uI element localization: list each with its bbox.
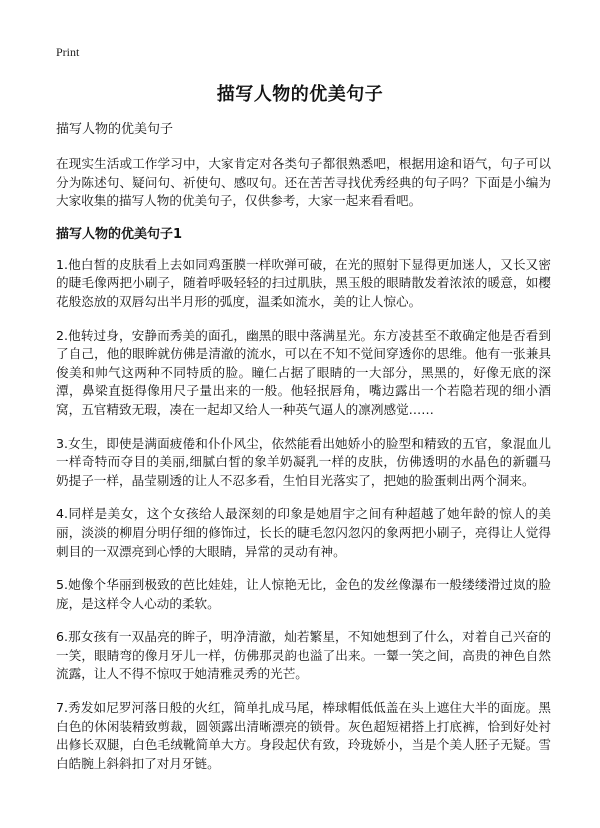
sentence-paragraph-2: 2.他转过身，安静而秀美的面孔，幽黑的眼中落满星光。东方凌甚至不敢确定他是否看到了自己，他的眼眸就仿佛是清澈的流水，可以在不知不觉间穿透你的思维。他有一张兼具俊美和帅气这两种不同特质的脸。瞳仁占据了眼睛的一大部分，黑黑的，好像无底的深潭，鼻梁直挺得像用尺子量出来的一般。他轻抿唇角，嘴边露出一个若隐若现的细小酒窝，五官精致无瑕，凑在一起却又给人一种英气逼人的凛冽感觉…… (56, 327, 551, 417)
intro-paragraph: 在现实生活或工作学习中，大家肯定对各类句子都很熟悉吧，根据用途和语气，句子可以分为陈述句、疑问句、祈使句、感叹句。还在苦苦寻找优秀经典的句子吗？下面是小编为大家收集的描写人物的优美句子，仅供参考，大家一起来看看吧。 (56, 156, 551, 209)
sentence-paragraph-3: 3.女生，即使是满面疲倦和仆仆风尘，依然能看出她娇小的脸型和精致的五官，象混血儿一样奇特而夺目的美丽,细腻白皙的象羊奶凝乳一样的皮肤，仿佛透明的水晶色的新疆马奶提子一样，晶莹剔透的让人不忍多看，生怕目光落实了，把她的脸蛋刺出两个洞来。 (56, 435, 551, 488)
article-body (56, 121, 551, 788)
sentence-paragraph-4: 4.同样是美女，这个女孩给人最深刻的印象是她眉宇之间有种超越了她年龄的惊人的美丽，淡淡的柳眉分明仔细的修饰过，长长的睫毛忽闪忽闪的象两把小刷子，亮得让人觉得刺目的一双漂亮到心悸的大眼睛，异常的灵动有神。 (56, 506, 551, 559)
sentence-paragraph-7: 7.秀发如尼罗河落日般的火红，简单扎成马尾，棒球帽低低盖在头上遮住大半的面庞。黑白色的休闲装精致剪裁，圆领露出清晰漂亮的锁骨。灰色超短裙搭上打底裤，恰到好处衬出修长双腿，白色毛绒靴简单大方。身段起伏有致，玲珑娇小，当是个美人胚子无疑。雪白皓腕上斜斜扣了对月牙链。 (56, 700, 551, 771)
page-title: 描写人物的优美句子 (216, 84, 384, 105)
section-heading: 描写人物的优美句子1 (56, 226, 183, 242)
article-subtitle: 描写人物的优美句子 (56, 122, 174, 137)
sentence-paragraph-6: 6.那女孩有一双晶亮的眸子，明净清澈，灿若繁星，不知她想到了什么，对着自己兴奋的一笑，眼睛弯的像月牙儿一样，仿佛那灵韵也溢了出来。一颦一笑之间，高贵的神色自然流露，让人不得不惊叹于她清雅灵秀的光芒。 (56, 629, 551, 682)
print-link[interactable]: Print (56, 45, 80, 59)
sentence-paragraph-5: 5.她像个华丽到极致的芭比娃娃，让人惊艳无比，金色的发丝像瀑布一般缕缕滑过岚的脸庞，是这样令人心动的柔软。 (56, 577, 551, 611)
sentence-paragraph-1: 1.他白皙的皮肤看上去如同鸡蛋膜一样吹弹可破，在光的照射下显得更加迷人，又长又密的睫毛像两把小刷子，随着呼吸轻轻的扫过肌肤，黑玉般的眼睛散发着浓浓的暖意，如樱花般恣放的双唇勾出半月形的弧度，温柔如流水，美的让人惊心。 (56, 256, 551, 309)
